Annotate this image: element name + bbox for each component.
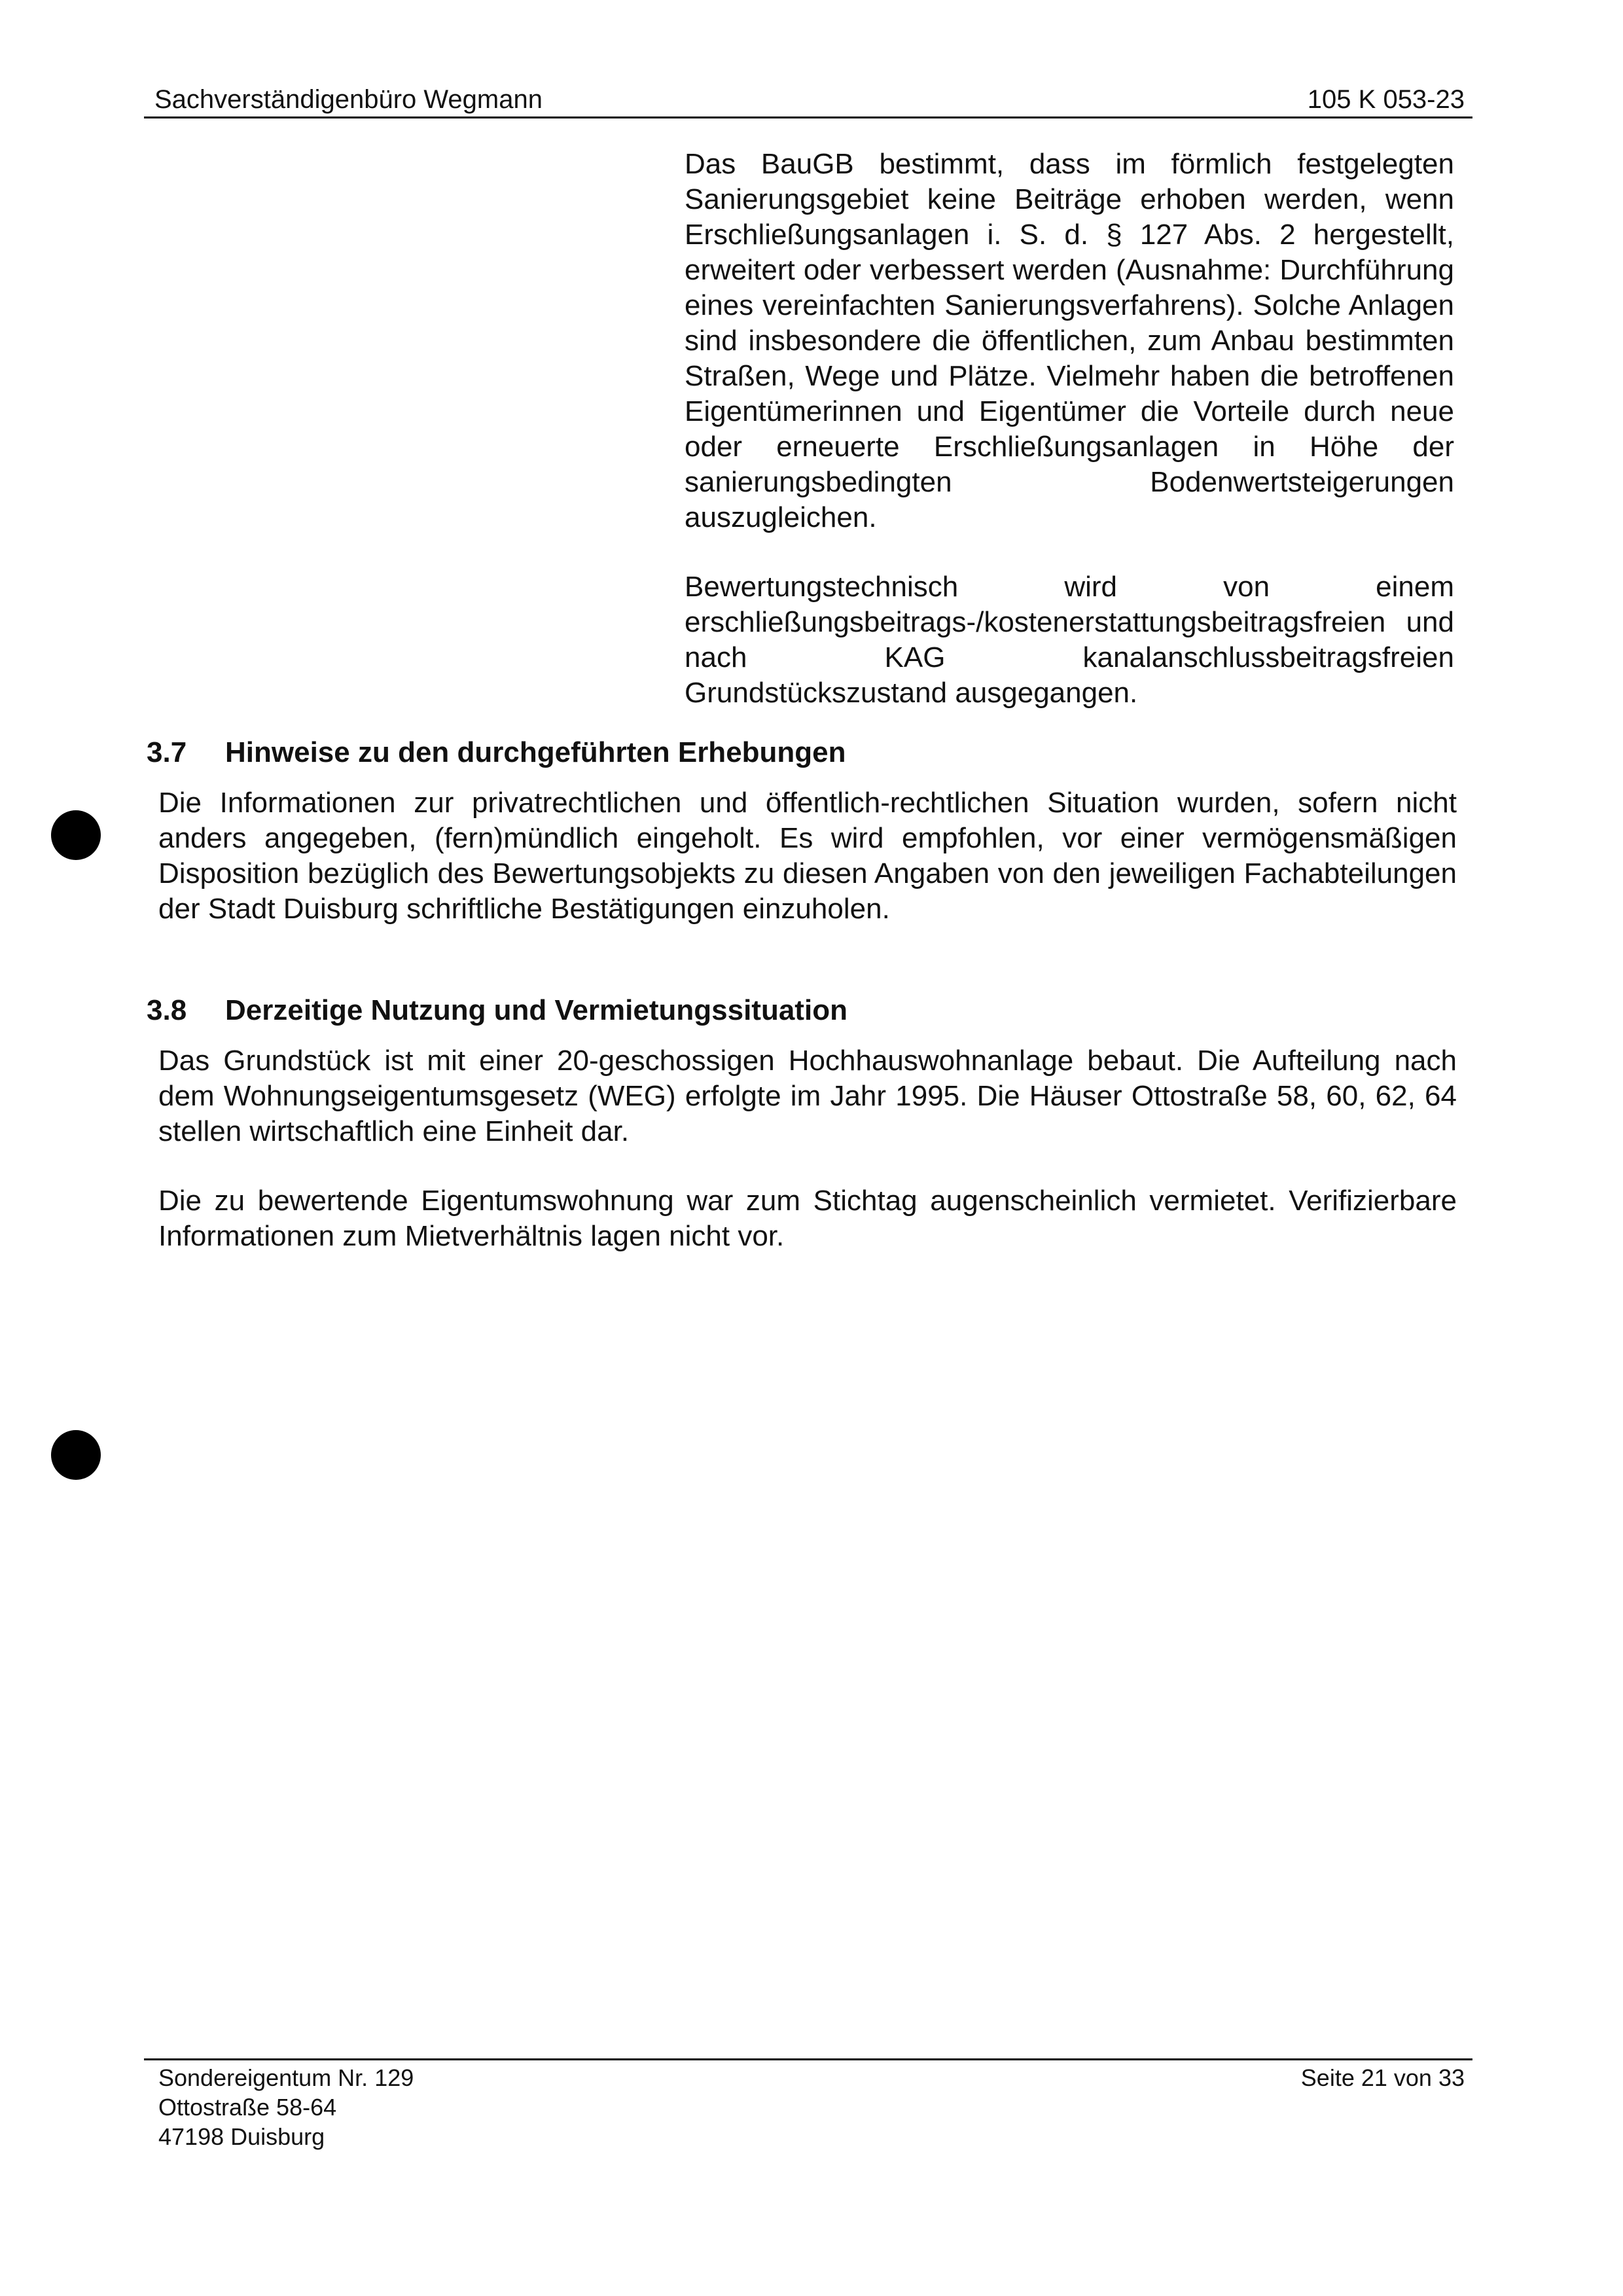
section-title: Derzeitige Nutzung und Vermietungssituation xyxy=(225,994,847,1026)
section-paragraph: Das Grundstück ist mit einer 20-geschossigen Hochhauswohnanlage bebaut. Die Aufteilung nach dem Wohnungseigentumsgesetz (WEG) erfolgte im Jahr 1995. Die Häuser Ottostraße 58, 60, 62, 64 stellen wirtschaftlich eine Einheit dar. xyxy=(158,1045,1457,1147)
footer-address xyxy=(158,2063,414,2151)
page-header xyxy=(144,80,1472,118)
intro-paragraph-bewertung: Bewertungstechnisch wird von einem erschließungsbeitrags-/kostenerstattungsbeitragsfreien und nach KAG kanalanschlussbeitragsfreien Grundstückszustand ausgegangen. xyxy=(685,571,1454,709)
footer-city: 47198 Duisburg xyxy=(158,2123,325,2150)
section-title: Hinweise zu den durchgeführten Erhebungen xyxy=(225,736,846,768)
footer-unit: Sondereigentum Nr. 129 xyxy=(158,2064,414,2091)
punch-hole-upper xyxy=(51,810,101,860)
footer-street: Ottostraße 58-64 xyxy=(158,2094,337,2121)
section-3-8 xyxy=(147,992,1457,1288)
section-3-7 xyxy=(147,734,1457,961)
intro-column xyxy=(685,147,1454,745)
intro-paragraph-baugb: Das BauGB bestimmt, dass im förmlich festgelegten Sanierungsgebiet keine Beiträge erhoben werden, wenn Erschließungsanlagen i. S. d. § 127 Abs. 2 hergestellt, erweitert oder verbessert werden (Ausnahme: Durchführung eines vereinfachten Sanierungsverfahrens). Solche Anlagen sind insbesondere die öffentlichen, zum Anbau bestimmten Straßen, Wege und Plätze. Vielmehr haben die betroffenen Eigentümerinnen und Eigentümer die Vorteile durch neue oder erneuerte Erschließungsanlagen in Höhe der sanierungsbedingten Bodenwertsteigerungen auszugleichen. xyxy=(685,148,1454,533)
page-footer xyxy=(144,2058,1472,2150)
header-file-number: 105 K 053-23 xyxy=(1307,85,1465,114)
section-heading xyxy=(147,734,1457,771)
section-heading xyxy=(147,992,1457,1029)
section-number: 3.7 xyxy=(147,736,187,768)
section-number: 3.8 xyxy=(147,994,187,1026)
page-number: Seite 21 von 33 xyxy=(1300,2064,1465,2091)
section-paragraph: Die zu bewertende Eigentumswohnung war zum Stichtag augenscheinlich vermietet. Verifizierbare Informationen zum Mietverhältnis lagen nicht vor. xyxy=(158,1185,1457,1252)
header-office-name: Sachverständigenbüro Wegmann xyxy=(154,85,543,114)
section-paragraph: Die Informationen zur privatrechtlichen und öffentlich-rechtlichen Situation wurden, sofern nicht anders angegeben, (fern)mündlich eingeholt. Es wird empfohlen, vor einer vermögensmäßigen Disposition bezüglich des Bewertungsobjekts zu diesen Angaben von den jeweiligen Fachabteilungen der Stadt Duisburg schriftliche Bestätigungen einzuholen. xyxy=(158,787,1457,925)
punch-hole-lower xyxy=(51,1430,101,1480)
